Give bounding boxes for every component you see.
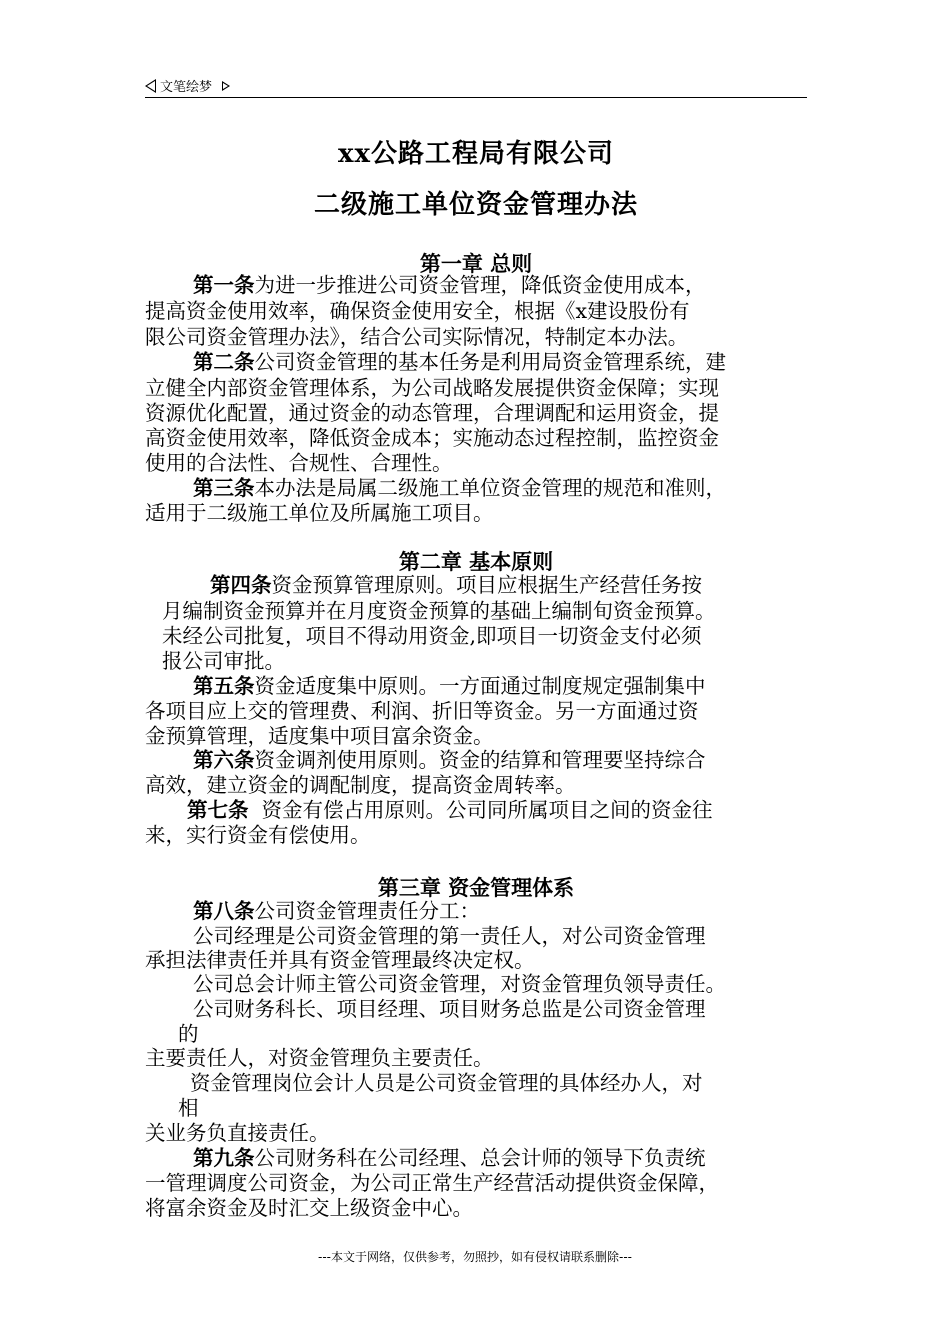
triangle-left-icon — [145, 79, 156, 93]
paragraph-line: 相 — [178, 1096, 199, 1120]
article-8-line: 第八条公司资金管理责任分工： — [193, 899, 480, 923]
chapter-heading-1: 第一章 总则 — [419, 251, 533, 276]
paragraph-line: 报公司审批。 — [162, 649, 285, 673]
chapter-heading-3: 第三章 资金管理体系 — [377, 875, 575, 900]
article-label: 第八条 — [193, 899, 255, 923]
paragraph-line: 将富余资金及时汇交上级资金中心。 — [145, 1196, 473, 1220]
article-4-line: 第四条资金预算管理原则。项目应根据生产经营任务按 — [210, 573, 702, 597]
paragraph-line: 限公司资金管理办法》，结合公司实际情况，特制定本办法。 — [145, 325, 689, 349]
paragraph-line: 公司经理是公司资金管理的第一责任人，对公司资金管理 — [193, 924, 706, 948]
paragraph-line: 立健全内部资金管理体系，为公司战略发展提供资金保障；实现 — [145, 376, 719, 400]
paragraph-line: 未经公司批复，项目不得动用资金,即项目一切资金支付必须 — [162, 624, 702, 648]
article-label: 第二条 — [193, 350, 255, 374]
paragraph-line: 公司财务科长、项目经理、项目财务总监是公司资金管理 — [193, 997, 706, 1021]
page-header — [145, 76, 230, 95]
paragraph-line: 适用于二级施工单位及所属施工项目。 — [145, 501, 494, 525]
document-title-line2: 二级施工单位资金管理办法 — [313, 190, 638, 220]
paragraph-line: 高资金使用效率，降低资金成本；实施动态过程控制，监控资金 — [145, 426, 719, 450]
triangle-right-icon — [222, 81, 230, 91]
article-label: 第九条 — [193, 1146, 255, 1170]
article-7-line: 第七条 资金有偿占用原则。公司同所属项目之间的资金往 — [187, 798, 713, 822]
paragraph-line: 提高资金使用效率，确保资金使用安全，根据《x建设股份有 — [145, 299, 690, 323]
paragraph-line: 承担法律责任并具有资金管理最终决定权。 — [145, 948, 535, 972]
paragraph-line: 关业务负直接责任。 — [145, 1121, 330, 1145]
paragraph-line: 一管理调度公司资金，为公司正常生产经营活动提供资金保障， — [145, 1171, 719, 1195]
document-title-line1: xx公路工程局有限公司 — [337, 139, 614, 169]
article-6-line: 第六条资金调剂使用原则。资金的结算和管理要坚持综合 — [193, 748, 706, 772]
paragraph-line: 金预算管理，适度集中项目富余资金。 — [145, 724, 494, 748]
paragraph-line: 公司总会计师主管公司资金管理，对资金管理负领导责任。 — [193, 972, 726, 996]
article-label: 第六条 — [193, 748, 255, 772]
article-3-line: 第三条本办法是局属二级施工单位资金管理的规范和准则， — [193, 476, 726, 500]
article-label: 第五条 — [193, 674, 255, 698]
paragraph-line: 资源优化配置，通过资金的动态管理，合理调配和运用资金，提 — [145, 401, 719, 425]
paragraph-line: 资金管理岗位会计人员是公司资金管理的具体经办人，对 — [190, 1071, 703, 1095]
paragraph-line: 主要责任人，对资金管理负主要责任。 — [145, 1046, 494, 1070]
paragraph-line: 来，实行资金有偿使用。 — [145, 823, 371, 847]
paragraph-line: 的 — [178, 1022, 199, 1046]
article-label: 第七条 — [187, 798, 249, 822]
article-label: 第三条 — [193, 476, 255, 500]
article-5-line: 第五条资金适度集中原则。一方面通过制度规定强制集中 — [193, 674, 706, 698]
article-label: 第一条 — [193, 273, 255, 297]
article-9-line: 第九条公司财务科在公司经理、总会计师的领导下负责统 — [193, 1146, 706, 1170]
paragraph-line: 各项目应上交的管理费、利润、折旧等资金。另一方面通过资 — [145, 699, 699, 723]
paragraph-line: 高效，建立资金的调配制度，提高资金周转率。 — [145, 773, 576, 797]
article-2-line: 第二条公司资金管理的基本任务是利用局资金管理系统，建 — [193, 350, 726, 374]
chapter-heading-2: 第二章 基本原则 — [398, 549, 554, 574]
paragraph-line: 使用的合法性、合规性、合理性。 — [145, 451, 453, 475]
header-text: 文笔绘梦 — [160, 80, 213, 95]
page-footer-note: ---本文于网络，仅供参考，勿照抄，如有侵权请联系删除--- — [318, 1250, 632, 1264]
paragraph-line: 月编制资金预算并在月度资金预算的基础上编制旬资金预算。 — [162, 599, 716, 623]
article-1-line: 第一条为进一步推进公司资金管理，降低资金使用成本， — [193, 273, 706, 297]
header-rule — [145, 97, 807, 98]
article-label: 第四条 — [210, 573, 272, 597]
